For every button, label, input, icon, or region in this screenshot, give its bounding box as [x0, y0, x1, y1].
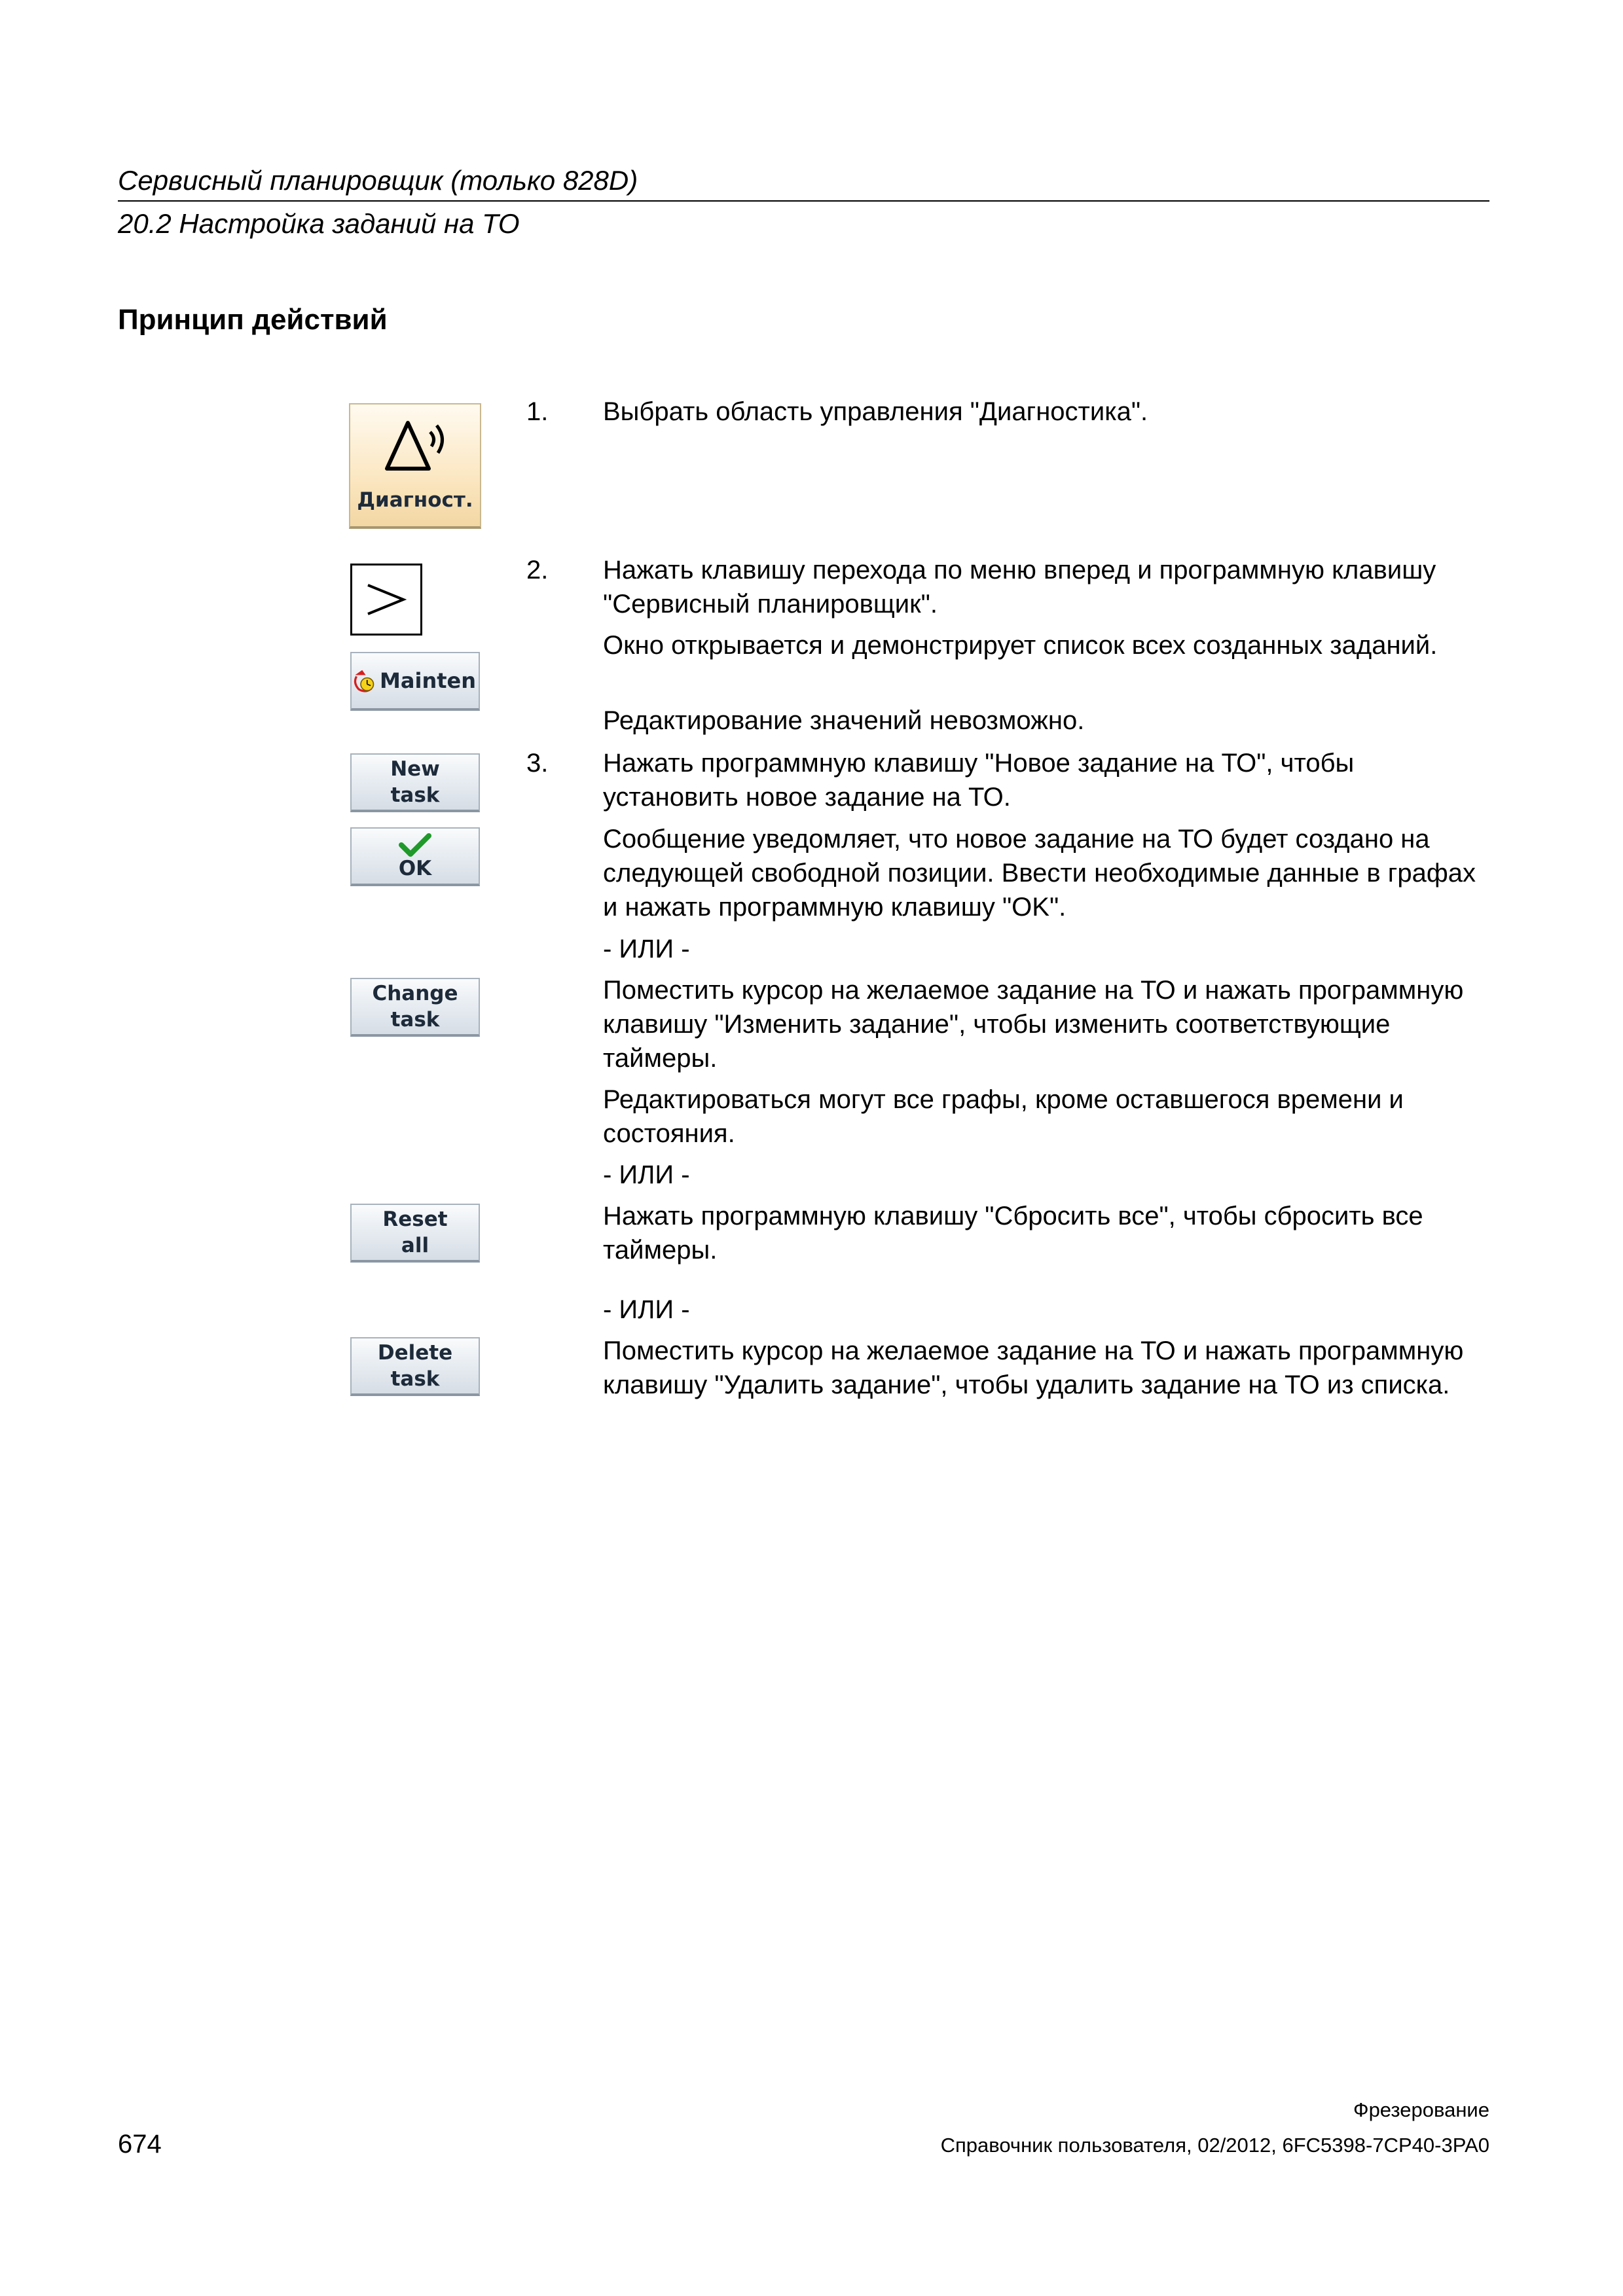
delete-task-label-line1: Delete — [377, 1341, 453, 1365]
step-number: 2. — [526, 556, 549, 584]
header-rule — [118, 200, 1489, 202]
paragraph: Окно открывается и демонстрирует список всех созданных заданий. — [603, 631, 1438, 660]
footer-book-title: Фрезерование — [1353, 2098, 1489, 2121]
delete-task-label-line2: task — [390, 1367, 440, 1391]
running-header-section: 20.2 Настройка заданий на ТО — [118, 208, 520, 239]
page-number: 674 — [118, 2130, 162, 2159]
paragraph: Редактироваться могут все графы, кроме оставшегося времени и состояния. — [603, 1085, 1404, 1148]
diagnostics-softkey[interactable] — [349, 403, 481, 529]
new-task-label-line1: New — [390, 757, 440, 781]
menu-forward-key[interactable] — [350, 564, 422, 636]
checkmark-icon — [397, 832, 433, 858]
chevron-right-icon — [352, 565, 420, 634]
or-separator: - ИЛИ - — [603, 1295, 690, 1324]
new-task-softkey[interactable] — [350, 753, 480, 812]
maintenance-clock-icon — [352, 656, 378, 706]
paragraph: Сообщение уведомляет, что новое задание на ТО будет создано на следующей свободной позиции. Ввести необходимые данные в графах и нажать программную клавишу "OK". — [603, 825, 1476, 922]
section-title: Принцип действий — [118, 304, 388, 336]
or-separator: - ИЛИ - — [603, 1160, 690, 1189]
reset-all-label-line2: all — [401, 1234, 429, 1257]
running-header-chapter: Сервисный планировщик (только 828D) — [118, 165, 638, 196]
ok-softkey-label: OK — [398, 857, 432, 880]
paragraph: Редактирование значений невозможно. — [603, 706, 1085, 735]
step-text: Нажать программную клавишу "Новое задание на ТО", чтобы установить новое задание на ТО. — [603, 749, 1355, 812]
step-number: 1. — [526, 397, 549, 426]
ok-softkey[interactable] — [350, 827, 480, 886]
step-text: Нажать клавишу перехода по меню вперед и программную клавишу "Сервисный планировщик". — [603, 556, 1436, 619]
new-task-label-line2: task — [390, 783, 440, 807]
change-task-label-line1: Change — [372, 982, 458, 1005]
maintenance-softkey-label: Mainten — [380, 668, 476, 693]
diagnostics-softkey-label: Диагност. — [357, 488, 473, 512]
step-number: 3. — [526, 749, 549, 778]
reset-all-label-line1: Reset — [382, 1208, 448, 1231]
or-separator: - ИЛИ - — [603, 935, 690, 963]
maintenance-planner-softkey[interactable] — [350, 652, 480, 711]
diagnostics-warning-icon — [382, 418, 450, 476]
paragraph: Поместить курсор на желаемое задание на ТО и нажать программную клавишу "Изменить задание", чтобы изменить соответствующие таймеры. — [603, 976, 1464, 1073]
paragraph: Поместить курсор на желаемое задание на ТО и нажать программную клавишу "Удалить задание", чтобы удалить задание на ТО из списка. — [603, 1336, 1464, 1399]
change-task-softkey[interactable] — [350, 978, 480, 1037]
paragraph: Нажать программную клавишу "Сбросить все", чтобы сбросить все таймеры. — [603, 1202, 1423, 1265]
delete-task-softkey[interactable] — [350, 1337, 480, 1396]
reset-all-softkey[interactable] — [350, 1204, 480, 1263]
footer-reference: Справочник пользователя, 02/2012, 6FC5398-7CP40-3PA0 — [940, 2134, 1489, 2157]
step-text: Выбрать область управления "Диагностика". — [603, 397, 1148, 426]
change-task-label-line2: task — [390, 1008, 440, 1031]
